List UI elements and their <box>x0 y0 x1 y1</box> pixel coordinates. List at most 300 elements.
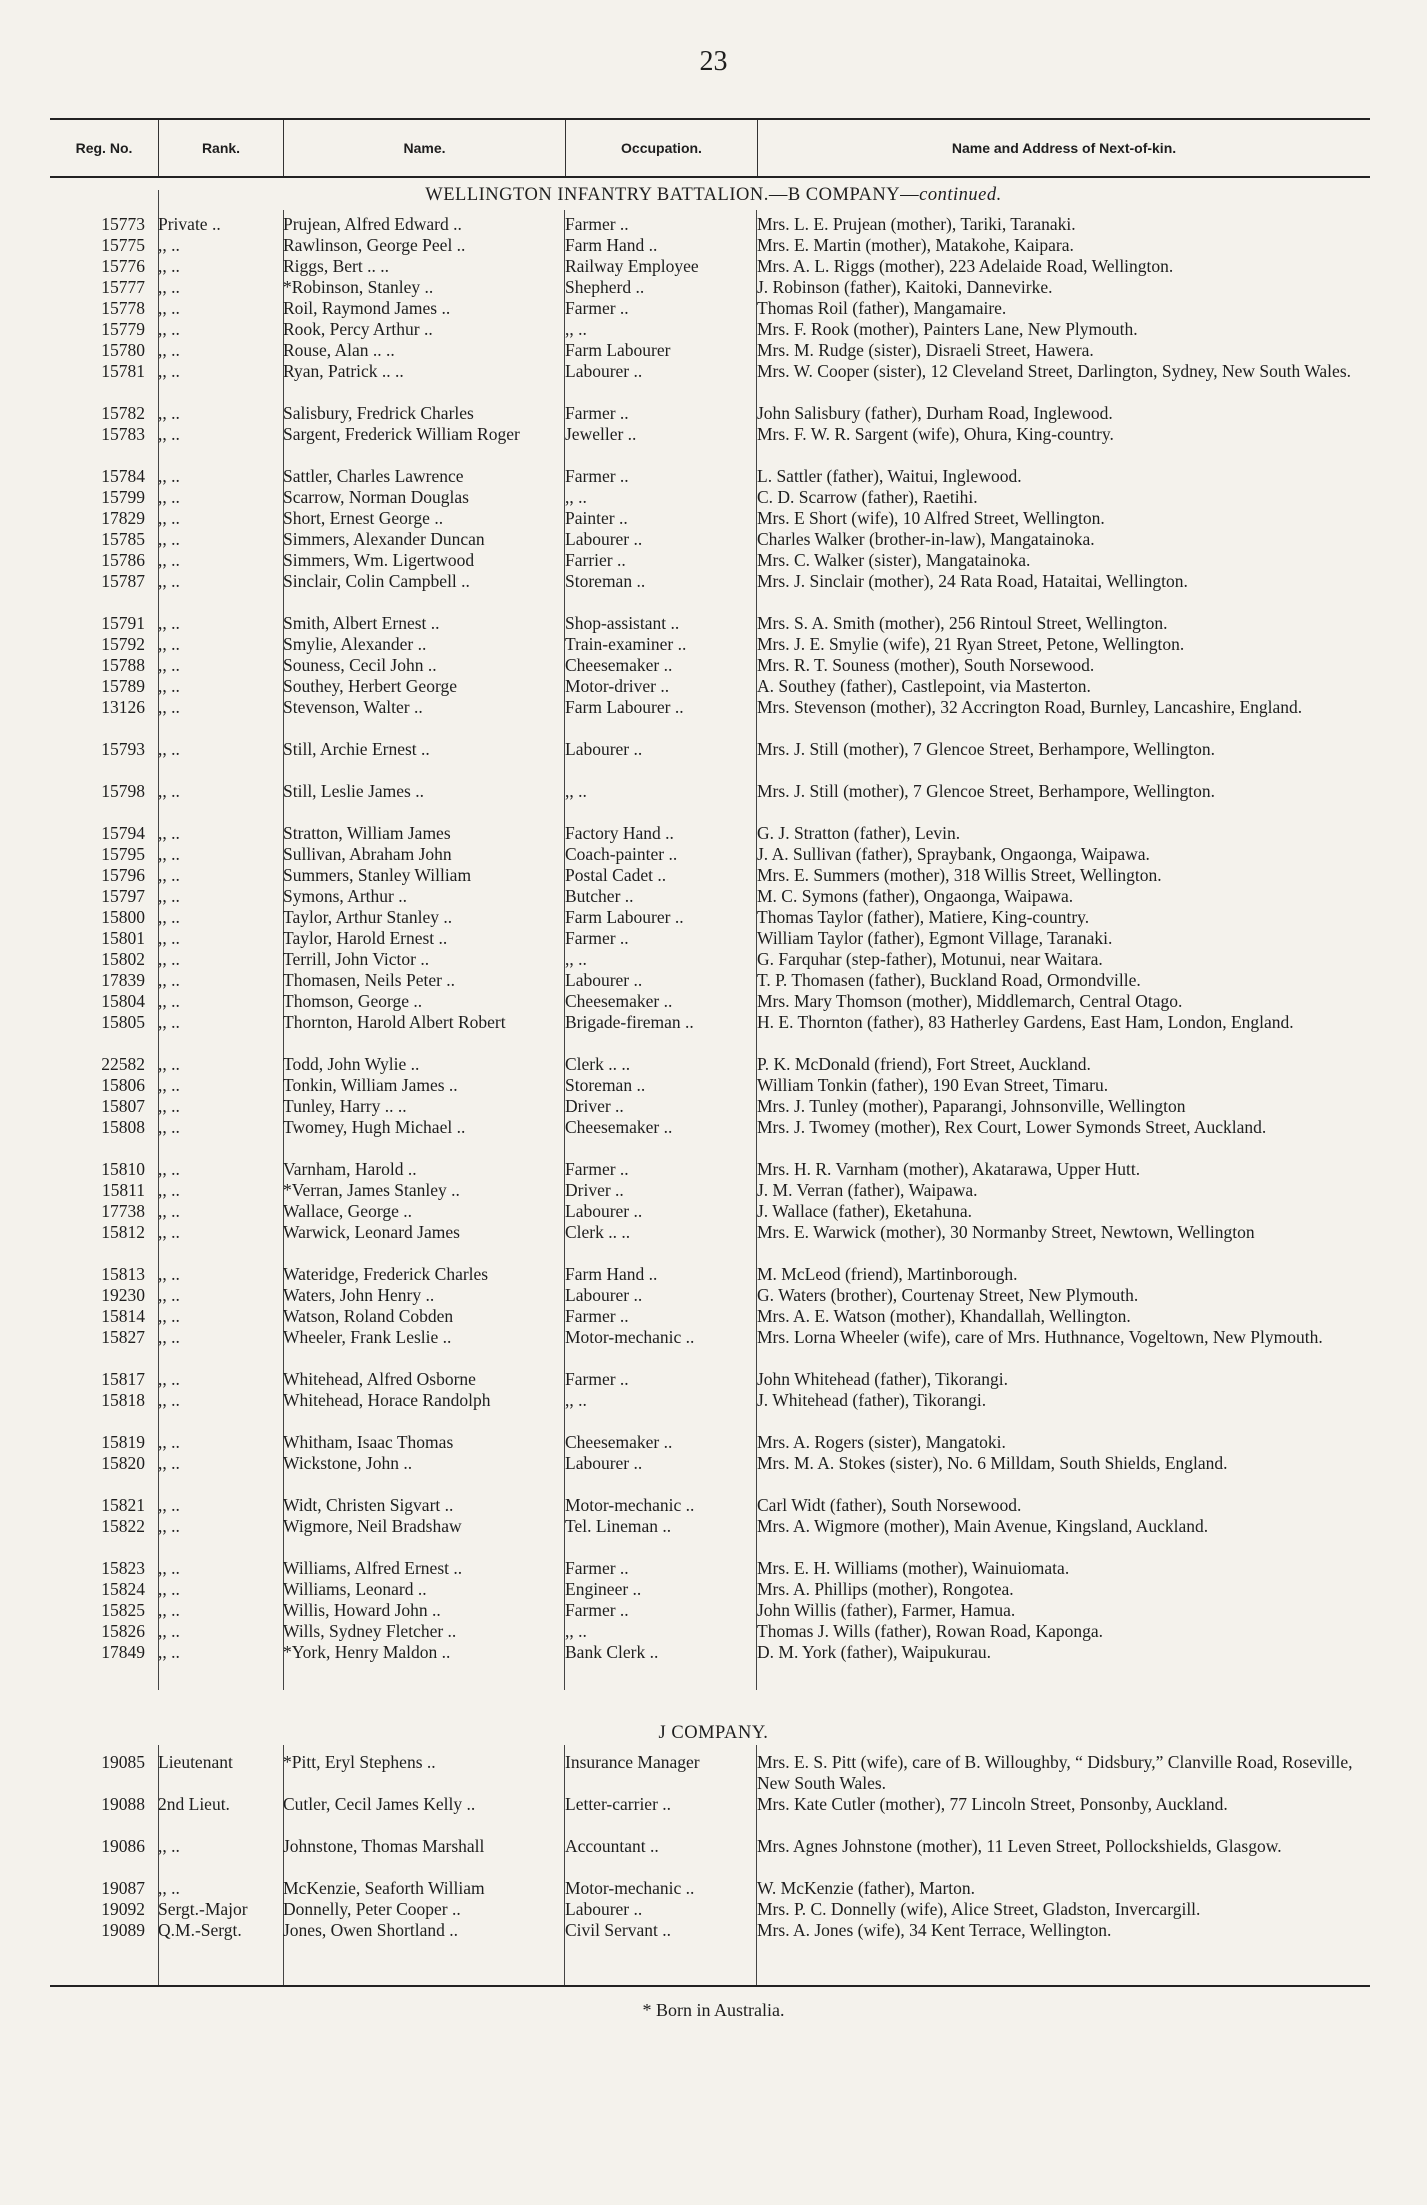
occupation-cell: Labourer .. <box>565 529 643 549</box>
next-of-kin-cell: Thomas Taylor (father), Matiere, King-country. <box>757 907 1090 927</box>
rank-cell: ,, .. <box>158 613 180 633</box>
table-row <box>50 1558 1370 1579</box>
rank-cell: ,, .. <box>158 655 180 675</box>
occupation-cell: Motor-driver .. <box>565 676 670 696</box>
reg-no-cell: 19086 <box>101 1836 145 1856</box>
next-of-kin-cell: Charles Walker (brother-in-law), Mangatainoka. <box>757 529 1095 549</box>
reg-no-cell: 15800 <box>101 907 145 927</box>
rank-cell: ,, .. <box>158 319 180 339</box>
rank-cell: ,, .. <box>158 1117 180 1137</box>
rank-cell: ,, .. <box>158 991 180 1011</box>
occupation-cell: Labourer .. <box>565 1453 643 1473</box>
name-cell: Warwick, Leonard James <box>283 1222 460 1242</box>
table-row <box>50 487 1370 508</box>
table-row <box>50 1285 1370 1306</box>
table-row <box>50 1899 1370 1920</box>
page-number: 23 <box>699 46 728 77</box>
next-of-kin-cell: J. A. Sullivan (father), Spraybank, Ongaonga, Waipawa. <box>757 844 1150 864</box>
rank-cell: ,, .. <box>158 550 180 570</box>
rank-cell: ,, .. <box>158 1453 180 1473</box>
occupation-cell: Farmer .. <box>565 403 629 423</box>
reg-no-cell: 15821 <box>101 1495 145 1515</box>
next-of-kin-cell: Mrs. E Short (wife), 10 Alfred Street, Wellington. <box>757 508 1105 528</box>
name-cell: Williams, Alfred Ernest .. <box>283 1558 463 1578</box>
col-name: Name. <box>283 120 565 176</box>
reg-no-cell: 15776 <box>101 256 145 276</box>
reg-no-cell: 15820 <box>101 1453 145 1473</box>
rank-cell: ,, .. <box>158 361 180 381</box>
rank-cell: ,, .. <box>158 1558 180 1578</box>
name-cell: Thomasen, Neils Peter .. <box>283 970 456 990</box>
reg-no-cell: 15777 <box>101 277 145 297</box>
table-row <box>50 235 1370 256</box>
rank-cell: Private .. <box>158 214 221 234</box>
occupation-cell: Bank Clerk .. <box>565 1642 659 1662</box>
rank-cell: ,, .. <box>158 1642 180 1662</box>
name-cell: Tonkin, William James .. <box>283 1075 458 1095</box>
name-cell: Wills, Sydney Fletcher .. <box>283 1621 457 1641</box>
table-row <box>50 403 1370 424</box>
name-cell: Whitehead, Horace Randolph <box>283 1390 491 1410</box>
occupation-cell: Coach-painter .. <box>565 844 678 864</box>
rank-cell: ,, .. <box>158 844 180 864</box>
table-row <box>50 214 1370 235</box>
reg-no-cell: 15785 <box>101 529 145 549</box>
occupation-cell: Farrier .. <box>565 550 626 570</box>
name-cell: *York, Henry Maldon .. <box>283 1642 451 1662</box>
name-cell: Rook, Percy Arthur .. <box>283 319 433 339</box>
next-of-kin-cell: Mrs. P. C. Donnelly (wife), Alice Street, Gladston, Invercargill. <box>757 1899 1201 1919</box>
rank-cell: ,, .. <box>158 1836 180 1856</box>
column-header-row <box>50 118 1370 178</box>
table-row <box>50 1752 1370 1794</box>
rank-cell: ,, .. <box>158 739 180 759</box>
occupation-cell: Clerk .. .. <box>565 1222 631 1242</box>
next-of-kin-cell: Mrs. J. E. Smylie (wife), 21 Ryan Street, Petone, Wellington. <box>757 634 1185 654</box>
table-row <box>50 1222 1370 1264</box>
table-row <box>50 1836 1370 1878</box>
rank-cell: ,, .. <box>158 529 180 549</box>
table-row <box>50 655 1370 676</box>
occupation-cell: Farmer .. <box>565 466 629 486</box>
reg-no-cell: 15805 <box>101 1012 145 1032</box>
table-row <box>50 634 1370 655</box>
next-of-kin-cell: Mrs. W. Cooper (sister), 12 Cleveland Street, Darlington, Sydney, New South Wales. <box>757 361 1352 381</box>
table-row <box>50 739 1370 781</box>
reg-no-cell: 17839 <box>101 970 145 990</box>
reg-no-cell: 15823 <box>101 1558 145 1578</box>
next-of-kin-cell: M. C. Symons (father), Ongaonga, Waipawa. <box>757 886 1074 906</box>
occupation-cell: Butcher .. <box>565 886 634 906</box>
occupation-cell: Letter-carrier .. <box>565 1794 672 1814</box>
name-cell: Jones, Owen Shortland .. <box>283 1920 458 1940</box>
occupation-cell: Brigade-fireman .. <box>565 1012 694 1032</box>
rank-cell: ,, .. <box>158 1600 180 1620</box>
reg-no-cell: 19088 <box>101 1794 145 1814</box>
rank-cell: ,, .. <box>158 1327 180 1347</box>
table-row <box>50 256 1370 277</box>
next-of-kin-cell: Mrs. M. A. Stokes (sister), No. 6 Milldam, South Shields, England. <box>757 1453 1228 1473</box>
occupation-cell: ,, .. <box>565 949 587 969</box>
name-cell: *Verran, James Stanley .. <box>283 1180 460 1200</box>
occupation-cell: Motor-mechanic .. <box>565 1878 695 1898</box>
rank-cell: ,, .. <box>158 487 180 507</box>
next-of-kin-cell: Mrs. J. Still (mother), 7 Glencoe Street, Berhampore, Wellington. <box>757 739 1216 759</box>
next-of-kin-cell: Mrs. J. Still (mother), 7 Glencoe Street, Berhampore, Wellington. <box>757 781 1216 801</box>
table-row <box>50 1180 1370 1201</box>
table-row <box>50 1075 1370 1096</box>
name-cell: Still, Archie Ernest .. <box>283 739 430 759</box>
rank-cell: ,, .. <box>158 256 180 276</box>
rank-cell: ,, .. <box>158 907 180 927</box>
rank-cell: ,, .. <box>158 928 180 948</box>
occupation-cell: Storeman .. <box>565 1075 646 1095</box>
occupation-cell: Farmer .. <box>565 1558 629 1578</box>
reg-no-cell: 17738 <box>101 1201 145 1221</box>
rank-cell: ,, .. <box>158 466 180 486</box>
occupation-cell: Painter .. <box>565 508 628 528</box>
section-title-text: WELLINGTON INFANTRY BATTALION.—B COMPANY— <box>425 185 920 205</box>
table-row <box>50 1096 1370 1117</box>
reg-no-cell: 15822 <box>101 1516 145 1536</box>
rank-cell: ,, .. <box>158 781 180 801</box>
name-cell: Donnelly, Peter Cooper .. <box>283 1899 461 1919</box>
table-row <box>50 424 1370 466</box>
table-row <box>50 529 1370 550</box>
reg-no-cell: 15779 <box>101 319 145 339</box>
next-of-kin-cell: A. Southey (father), Castlepoint, via Masterton. <box>757 676 1091 696</box>
name-cell: Willis, Howard John .. <box>283 1600 441 1620</box>
reg-no-cell: 15780 <box>101 340 145 360</box>
occupation-cell: ,, .. <box>565 1390 587 1410</box>
next-of-kin-cell: T. P. Thomasen (father), Buckland Road, Ormondville. <box>757 970 1141 990</box>
next-of-kin-cell: Mrs. S. A. Smith (mother), 256 Rintoul Street, Wellington. <box>757 613 1168 633</box>
table-row <box>50 991 1370 1012</box>
next-of-kin-cell: Mrs. A. Phillips (mother), Rongotea. <box>757 1579 1014 1599</box>
next-of-kin-cell: W. McKenzie (father), Marton. <box>757 1878 976 1898</box>
rank-cell: ,, .. <box>158 1075 180 1095</box>
rank-cell: ,, .. <box>158 949 180 969</box>
rank-cell: ,, .. <box>158 1264 180 1284</box>
table-row <box>50 907 1370 928</box>
occupation-cell: ,, .. <box>565 487 587 507</box>
next-of-kin-cell: G. J. Stratton (father), Levin. <box>757 823 961 843</box>
name-cell: Terrill, John Victor .. <box>283 949 430 969</box>
name-cell: Salisbury, Fredrick Charles <box>283 403 474 423</box>
reg-no-cell: 15787 <box>101 571 145 591</box>
rank-cell: ,, .. <box>158 1306 180 1326</box>
occupation-cell: Driver .. <box>565 1180 624 1200</box>
table-row <box>50 298 1370 319</box>
name-cell: Prujean, Alfred Edward .. <box>283 214 462 234</box>
rank-cell: ,, .. <box>158 1390 180 1410</box>
table-row <box>50 1012 1370 1054</box>
occupation-cell: Cheesemaker .. <box>565 655 673 675</box>
reg-no-cell: 19230 <box>101 1285 145 1305</box>
rank-cell: ,, .. <box>158 1054 180 1074</box>
rank-cell: ,, .. <box>158 340 180 360</box>
occupation-cell: Farm Hand .. <box>565 1264 658 1284</box>
next-of-kin-cell: M. McLeod (friend), Martinborough. <box>757 1264 1018 1284</box>
next-of-kin-cell: Thomas J. Wills (father), Rowan Road, Kaponga. <box>757 1621 1103 1641</box>
table-row <box>50 676 1370 697</box>
name-cell: Sinclair, Colin Campbell .. <box>283 571 470 591</box>
rank-cell: ,, .. <box>158 823 180 843</box>
table-row <box>50 865 1370 886</box>
next-of-kin-cell: J. Wallace (father), Eketahuna. <box>757 1201 972 1221</box>
table-row <box>50 1054 1370 1075</box>
rank-cell: ,, .. <box>158 676 180 696</box>
table-row <box>50 1432 1370 1453</box>
next-of-kin-cell: Mrs. L. E. Prujean (mother), Tariki, Taranaki. <box>757 214 1076 234</box>
occupation-cell: Farm Labourer <box>565 340 671 360</box>
reg-no-cell: 19092 <box>101 1899 145 1919</box>
next-of-kin-cell: Mrs. R. T. Souness (mother), South Norsewood. <box>757 655 1095 675</box>
rank-cell: 2nd Lieut. <box>158 1794 230 1814</box>
rank-cell: ,, .. <box>158 1012 180 1032</box>
rank-cell: ,, .. <box>158 865 180 885</box>
table-row <box>50 466 1370 487</box>
occupation-cell: Labourer .. <box>565 970 643 990</box>
name-cell: Wigmore, Neil Bradshaw <box>283 1516 462 1536</box>
reg-no-cell: 15788 <box>101 655 145 675</box>
rank-cell: ,, .. <box>158 571 180 591</box>
next-of-kin-cell: Mrs. A. Wigmore (mother), Main Avenue, Kingsland, Auckland. <box>757 1516 1209 1536</box>
bottom-rule <box>50 1985 1370 1987</box>
rank-cell: ,, .. <box>158 697 180 717</box>
next-of-kin-cell: John Willis (father), Farmer, Hamua. <box>757 1600 1016 1620</box>
next-of-kin-cell: C. D. Scarrow (father), Raetihi. <box>757 487 978 507</box>
occupation-cell: Motor-mechanic .. <box>565 1495 695 1515</box>
next-of-kin-cell: G. Waters (brother), Courtenay Street, New Plymouth. <box>757 1285 1139 1305</box>
reg-no-cell: 15797 <box>101 886 145 906</box>
table-row <box>50 970 1370 991</box>
occupation-cell: Farm Labourer .. <box>565 697 684 717</box>
reg-no-cell: 15794 <box>101 823 145 843</box>
reg-no-cell: 15792 <box>101 634 145 654</box>
rank-cell: ,, .. <box>158 235 180 255</box>
reg-no-cell: 22582 <box>101 1054 145 1074</box>
rank-cell: ,, .. <box>158 1201 180 1221</box>
next-of-kin-cell: Mrs. C. Walker (sister), Mangatainoka. <box>757 550 1031 570</box>
occupation-cell: Accountant .. <box>565 1836 659 1856</box>
reg-no-cell: 17829 <box>101 508 145 528</box>
table-row <box>50 361 1370 403</box>
reg-no-cell: 15793 <box>101 739 145 759</box>
name-cell: Symons, Arthur .. <box>283 886 407 906</box>
table-row <box>50 1621 1370 1642</box>
footnote: * Born in Australia. <box>642 2000 785 2020</box>
name-cell: Smylie, Alexander .. <box>283 634 427 654</box>
rank-cell: ,, .. <box>158 1621 180 1641</box>
next-of-kin-cell: Mrs. E. H. Williams (mother), Wainuiomata. <box>757 1558 1070 1578</box>
name-cell: Taylor, Harold Ernest .. <box>283 928 448 948</box>
next-of-kin-cell: H. E. Thornton (father), 83 Hatherley Gardens, East Ham, London, England. <box>757 1012 1294 1032</box>
next-of-kin-cell: William Taylor (father), Egmont Village, Taranaki. <box>757 928 1113 948</box>
name-cell: Sargent, Frederick William Roger <box>283 424 520 444</box>
occupation-cell: Cheesemaker .. <box>565 1117 673 1137</box>
reg-no-cell: 15818 <box>101 1390 145 1410</box>
next-of-kin-cell: J. Robinson (father), Kaitoki, Dannevirke. <box>757 277 1053 297</box>
rank-cell: Sergt.-Major <box>158 1899 248 1919</box>
occupation-cell: Driver .. <box>565 1096 624 1116</box>
table-row <box>50 340 1370 361</box>
next-of-kin-cell: Mrs. E. Summers (mother), 318 Willis Street, Wellington. <box>757 865 1162 885</box>
reg-no-cell: 15817 <box>101 1369 145 1389</box>
name-cell: Ryan, Patrick .. .. <box>283 361 404 381</box>
reg-no-cell: 15814 <box>101 1306 145 1326</box>
next-of-kin-cell: Mrs. J. Sinclair (mother), 24 Rata Road, Hataitai, Wellington. <box>757 571 1188 591</box>
occupation-cell: Postal Cadet .. <box>565 865 667 885</box>
reg-no-cell: 15811 <box>101 1180 145 1200</box>
next-of-kin-cell: Mrs. Stevenson (mother), 32 Accrington Road, Burnley, Lancashire, England. <box>757 697 1303 717</box>
rank-cell: ,, .. <box>158 1495 180 1515</box>
section-title-suffix: continued. <box>919 185 1002 205</box>
reg-no-cell: 15799 <box>101 487 145 507</box>
occupation-cell: Civil Servant .. <box>565 1920 671 1940</box>
reg-no-cell: 13126 <box>101 697 145 717</box>
rank-cell: ,, .. <box>158 634 180 654</box>
name-cell: Short, Ernest George .. <box>283 508 444 528</box>
next-of-kin-cell: D. M. York (father), Waipukurau. <box>757 1642 991 1662</box>
reg-no-cell: 15795 <box>101 844 145 864</box>
occupation-cell: ,, .. <box>565 1621 587 1641</box>
rank-cell: ,, .. <box>158 886 180 906</box>
occupation-cell: Cheesemaker .. <box>565 991 673 1011</box>
next-of-kin-cell: Mrs. A. L. Riggs (mother), 223 Adelaide Road, Wellington. <box>757 256 1174 276</box>
name-cell: Wallace, George .. <box>283 1201 412 1221</box>
table-row <box>50 928 1370 949</box>
reg-no-cell: 15798 <box>101 781 145 801</box>
reg-no-cell: 15784 <box>101 466 145 486</box>
occupation-cell: Farmer .. <box>565 214 629 234</box>
name-cell: Thornton, Harold Albert Robert <box>283 1012 506 1032</box>
occupation-cell: Farmer .. <box>565 1600 629 1620</box>
section-title-j-company: J COMPANY. <box>658 1723 769 1743</box>
reg-no-cell: 15801 <box>101 928 145 948</box>
table-row <box>50 1920 1370 1941</box>
reg-no-cell: 15789 <box>101 676 145 696</box>
next-of-kin-cell: G. Farquhar (step-father), Motunui, near Waitara. <box>757 949 1103 969</box>
name-cell: Thomson, George .. <box>283 991 423 1011</box>
table-row <box>50 1516 1370 1558</box>
occupation-cell: Farmer .. <box>565 1369 629 1389</box>
next-of-kin-cell: Mrs. H. R. Varnham (mother), Akatarawa, Upper Hutt. <box>757 1159 1141 1179</box>
rank-cell: ,, .. <box>158 1369 180 1389</box>
name-cell: Simmers, Alexander Duncan <box>283 529 485 549</box>
reg-no-cell: 15813 <box>101 1264 145 1284</box>
name-cell: Varnham, Harold .. <box>283 1159 417 1179</box>
reg-no-cell: 15802 <box>101 949 145 969</box>
occupation-cell: Farm Labourer .. <box>565 907 684 927</box>
table-row <box>50 1453 1370 1495</box>
table-row <box>50 277 1370 298</box>
occupation-cell: Labourer .. <box>565 1899 643 1919</box>
name-cell: Sattler, Charles Lawrence <box>283 466 464 486</box>
occupation-cell: Engineer .. <box>565 1579 642 1599</box>
table-row <box>50 1600 1370 1621</box>
table-row <box>50 1642 1370 1663</box>
table-row <box>50 823 1370 844</box>
reg-no-cell: 15778 <box>101 298 145 318</box>
rank-cell: ,, .. <box>158 1180 180 1200</box>
reg-no-cell: 15826 <box>101 1621 145 1641</box>
occupation-cell: Insurance Manager <box>565 1752 700 1772</box>
next-of-kin-cell: Mrs. A. Rogers (sister), Mangatoki. <box>757 1432 1006 1452</box>
name-cell: Rawlinson, George Peel .. <box>283 235 466 255</box>
occupation-cell: Farmer .. <box>565 1159 629 1179</box>
occupation-cell: Train-examiner .. <box>565 634 687 654</box>
rank-cell: ,, .. <box>158 403 180 423</box>
table-row <box>50 613 1370 634</box>
name-cell: Smith, Albert Ernest .. <box>283 613 440 633</box>
occupation-cell: Clerk .. .. <box>565 1054 631 1074</box>
next-of-kin-cell: Mrs. E. Martin (mother), Matakohe, Kaipara. <box>757 235 1074 255</box>
reg-no-cell: 19089 <box>101 1920 145 1940</box>
col-occupation: Occupation. <box>565 120 757 176</box>
table-row <box>50 697 1370 739</box>
occupation-cell: Storeman .. <box>565 571 646 591</box>
reg-no-cell: 15773 <box>101 214 145 234</box>
name-cell: Taylor, Arthur Stanley .. <box>283 907 453 927</box>
next-of-kin-cell: John Whitehead (father), Tikorangi. <box>757 1369 1008 1389</box>
table-row <box>50 1201 1370 1222</box>
occupation-cell: Jeweller .. <box>565 424 637 444</box>
occupation-cell: Shepherd .. <box>565 277 645 297</box>
name-cell: Watson, Roland Cobden <box>283 1306 454 1326</box>
name-cell: Scarrow, Norman Douglas <box>283 487 469 507</box>
name-cell: Summers, Stanley William <box>283 865 472 885</box>
reg-no-cell: 17849 <box>101 1642 145 1662</box>
table-row <box>50 1794 1370 1836</box>
occupation-cell: ,, .. <box>565 781 587 801</box>
reg-no-cell: 15796 <box>101 865 145 885</box>
next-of-kin-cell: L. Sattler (father), Waitui, Inglewood. <box>757 466 1022 486</box>
reg-no-cell: 15819 <box>101 1432 145 1452</box>
reg-no-cell: 15825 <box>101 1600 145 1620</box>
next-of-kin-cell: Mrs. Lorna Wheeler (wife), care of Mrs. Huthnance, Vogeltown, New Plymouth. <box>757 1327 1323 1347</box>
table-row <box>50 1495 1370 1516</box>
next-of-kin-cell: Mrs. E. Warwick (mother), 30 Normanby Street, Newtown, Wellington <box>757 1222 1255 1242</box>
table-row <box>50 1306 1370 1327</box>
rank-cell: ,, .. <box>158 1222 180 1242</box>
name-cell: Cutler, Cecil James Kelly .. <box>283 1794 476 1814</box>
rank-cell: ,, .. <box>158 1159 180 1179</box>
table-row <box>50 1579 1370 1600</box>
name-cell: Roil, Raymond James .. <box>283 298 451 318</box>
name-cell: Still, Leslie James .. <box>283 781 424 801</box>
next-of-kin-cell: Mrs. J. Tunley (mother), Paparangi, Johnsonville, Wellington <box>757 1096 1186 1116</box>
name-cell: *Pitt, Eryl Stephens .. <box>283 1752 436 1772</box>
rank-cell: ,, .. <box>158 508 180 528</box>
table-row <box>50 1159 1370 1180</box>
name-cell: Sullivan, Abraham John <box>283 844 452 864</box>
rank-cell: ,, .. <box>158 1878 180 1898</box>
occupation-cell: Labourer .. <box>565 1201 643 1221</box>
occupation-cell: Farmer .. <box>565 298 629 318</box>
name-cell: Twomey, Hugh Michael .. <box>283 1117 466 1137</box>
name-cell: Wheeler, Frank Leslie .. <box>283 1327 452 1347</box>
reg-no-cell: 19087 <box>101 1878 145 1898</box>
occupation-cell: Cheesemaker .. <box>565 1432 673 1452</box>
table-row <box>50 550 1370 571</box>
name-cell: Wickstone, John .. <box>283 1453 413 1473</box>
table-row <box>50 1390 1370 1432</box>
occupation-cell: Farmer .. <box>565 928 629 948</box>
name-cell: Todd, John Wylie .. <box>283 1054 420 1074</box>
next-of-kin-cell: Mrs. F. W. R. Sargent (wife), Ohura, King-country. <box>757 424 1114 444</box>
next-of-kin-cell: Mrs. F. Rook (mother), Painters Lane, New Plymouth. <box>757 319 1138 339</box>
